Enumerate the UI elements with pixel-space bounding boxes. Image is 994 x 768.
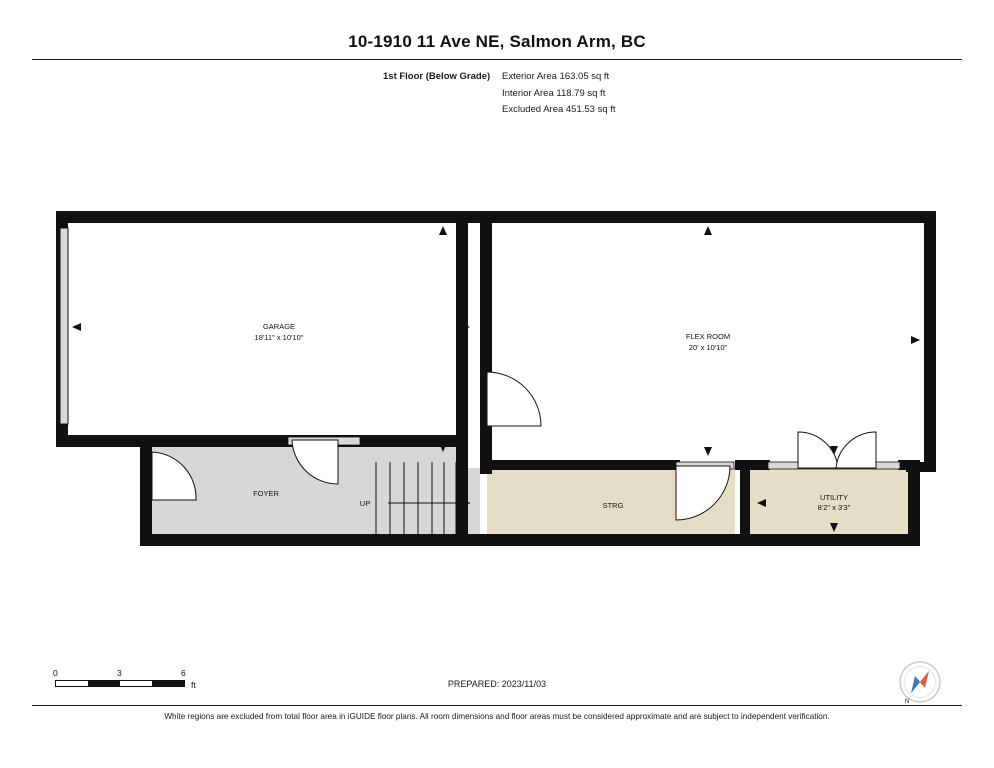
interior-area-text: Interior Area 118.79 sq ft [502, 87, 606, 99]
svg-text:20' x 10'10" [689, 343, 728, 352]
exterior-area-text: Exterior Area 163.05 sq ft [502, 71, 610, 82]
prepared-date: PREPARED: 2023/11/03 [447, 679, 547, 689]
scale-tick-2: 6 [181, 668, 186, 678]
floor-label: 1st Floor (Below Grade) [383, 71, 491, 82]
svg-text:UTILITY [820, 493, 848, 502]
up-label: UP [359, 499, 371, 508]
utility-dimensions: 8'2" x 3'3" [817, 503, 851, 512]
scale-unit-label: ft [191, 680, 196, 690]
svg-text:UP [360, 499, 370, 508]
svg-text:STRG [603, 501, 624, 510]
window-garage-left [60, 228, 68, 424]
compass-north-label: N [905, 699, 910, 705]
scale-tick-1: 3 [117, 668, 122, 678]
svg-text:GARAGE [263, 322, 295, 331]
room-label-utility [818, 493, 851, 512]
garage-dimensions: 18'11" x 10'10" [254, 333, 304, 342]
utility-name: UTILITY [820, 493, 848, 502]
stairs-direction-label [360, 499, 370, 508]
storage-name: STRG [602, 501, 624, 510]
excluded-area-text: Excluded Area 451.53 sq ft [502, 104, 616, 115]
room-label-foyer [253, 489, 279, 498]
footer-divider [32, 705, 962, 706]
room-flex [492, 222, 919, 462]
room-label-storage [603, 501, 624, 510]
page-title: 10-1910 11 Ave NE, Salmon Arm, BC [348, 32, 646, 51]
svg-text:FLEX ROOM [686, 332, 730, 341]
scale-tick-0: 0 [53, 668, 58, 678]
room-garage [68, 222, 456, 440]
compass-rose [893, 655, 947, 709]
svg-text:FOYER [253, 489, 279, 498]
flex-name: FLEX ROOM [685, 332, 731, 341]
svg-text:8'2" x 3'3" [818, 503, 851, 512]
disclaimer-text: White regions are excluded from total floor area in iGUIDE floor plans. All room dimensions and floor areas must be considered approximate and are subject to independent verification. [164, 712, 830, 721]
foyer-name: FOYER [253, 489, 279, 498]
svg-text:18'11" x 10'10" [255, 333, 304, 342]
flex-dimensions: 20' x 10'10" [688, 343, 728, 352]
staircase [376, 462, 470, 534]
scale-ticks [55, 668, 205, 679]
garage-name: GARAGE [262, 322, 296, 331]
